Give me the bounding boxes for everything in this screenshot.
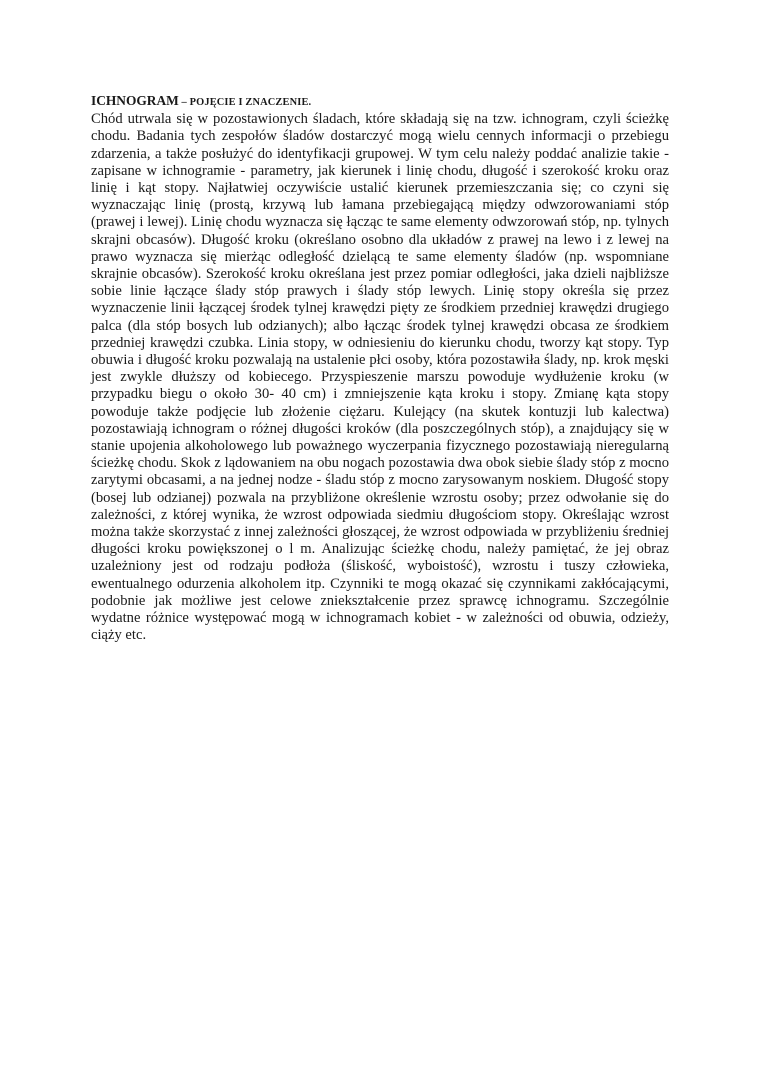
document-content <box>91 92 669 645</box>
document-title <box>91 92 669 111</box>
document-title-lead: ICHNOGRAM <box>91 93 179 108</box>
document-body-paragraph: Chód utrwala się w pozostawionych śladach, które składają się na tzw. ichnogram, czyli ścieżkę chodu. Badania tych zespołów śladów dostarczyć mogą wielu cennych informacji o przebiegu zdarzenia, a także posłużyć do identyfikacji grupowej. W tym celu należy poddać analizie takie - zapisane w ichnogramie - parametry, jak kierunek i linię chodu, długość i szerokość kroku oraz linię i kąt stopy. Najłatwiej oczywiście ustalić kierunek przemieszczania się; co czyni się wyznaczając linię (prostą, krzywą lub łamana przebiegającą między odwzorowaniami stóp (prawej i lewej). Linię chodu wyznacza się łącząc te same elementy odwzorowań stóp, np. tylnych skrajni obcasów). Długość kroku (określano osobno dla układów z prawej na lewo i z lewej na prawo wyznacza się mierżąc odległość dzielącą te same elementy śladów (np. wspomniane skrajnie obcasów). Szerokość kroku określana jest przez pomiar odległości, jaka dzieli najbliższe sobie linie łączące ślady stóp prawych i ślady stóp lewych. Linię stopy określa się przez wyznaczenie linii łączącej środek tylnej krawędzi pięty ze środkiem przedniej krawędzi drugiego palca (dla stóp bosych lub odzianych); albo łącząc środek tylnej krawędzi obcasa ze środkiem przedniej krawędzi czubka. Linia stopy, w odniesieniu do kierunku chodu, tworzy kąt stopy. Typ obuwia i długość kroku pozwalają na ustalenie płci osoby, która pozostawiła ślady, np. krok męski jest zwykle dłuższy od kobiecego. Przyspieszenie marszu powoduje wydłużenie kroku (w przypadku biegu o około 30- 40 cm) i zmniejszenie kąta kroku i stopy. Zmianę kąta stopy powoduje także podjęcie lub złożenie ciężaru. Kulejący (na skutek kontuzji lub kalectwa) pozostawiają ichnogram o różnej długości kroków (dla poszczególnych stóp), a znajdujący się w stanie upojenia alkoholowego lub poważnego wyczerpania fizycznego pozostawiają nieregularną ścieżkę chodu. Skok z lądowaniem na obu nogach pozostawia dwa obok siebie ślady stóp z mocno zarytymi obcasami, a na jednej nodze - śladu stóp z mocno zarysowanym noskiem. Długość stopy (bosej lub odzianej) pozwala na przybliżone określenie wzrostu osoby; przez odwołanie się do zależności, z której wynika, że wzrost odpowiada siedmiu długościom stopy. Określając wzrost można także skorzystać z innej zależności głoszącej, że wzrost odpowiada w przybliżeniu średniej długości kroku powiększonej o l m. Analizując ścieżkę chodu, należy pamiętać, że jej obraz uzależniony jest od rodzaju podłoża (śliskość, wyboistość), wzrostu i tuszy człowieka, ewentualnego odurzenia alkoholem itp. Czynniki te mogą okazać się czynnikami zakłócającymi, podobnie jak możliwe jest celowe zniekształcenie przez sprawcę ichnogramu. Szczególnie wydatne różnice występować mogą w ichnogramach kobiet - w zależności od obuwia, odzieży, ciąży etc. <box>91 111 669 644</box>
document-title-rest: – POJĘCIE I ZNACZENIE. <box>178 97 312 108</box>
